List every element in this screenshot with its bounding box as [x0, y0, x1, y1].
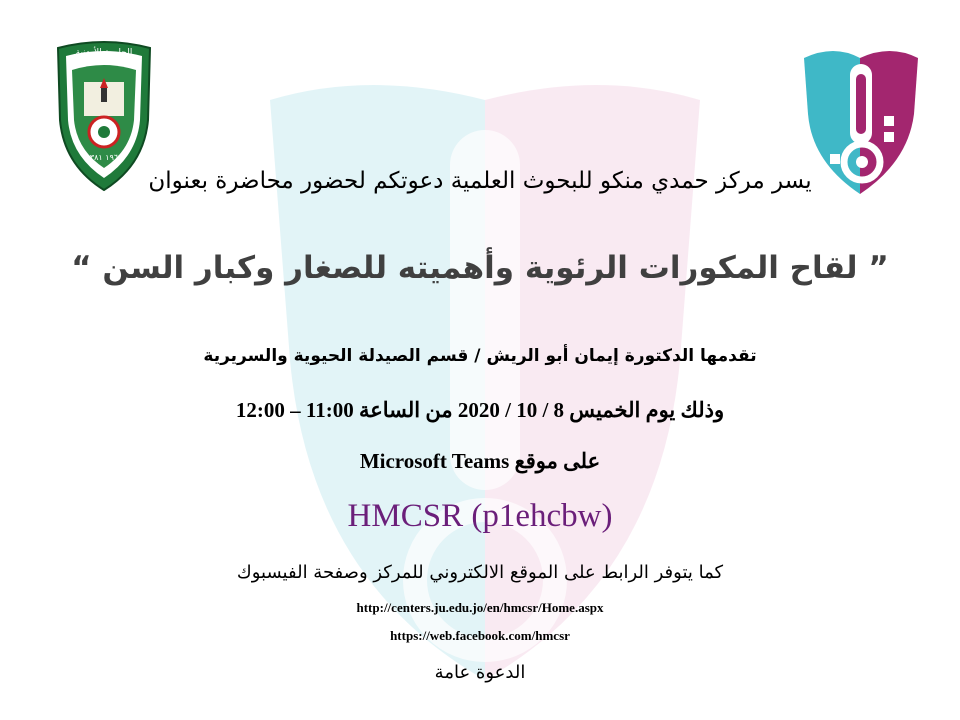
presenter-line: تقدمها الدكتورة إيمان أبو الريش / قسم الصيدلة الحيوية والسريرية	[203, 346, 757, 366]
link-note: كما يتوفر الرابط على الموقع الالكتروني للمركز وصفحة الفيسبوك	[236, 562, 724, 583]
meeting-code: HMCSR (p1ehcbw)	[347, 498, 613, 534]
platform-line: على موقع Microsoft Teams	[359, 449, 601, 473]
emblem-watermark-icon	[250, 60, 720, 720]
website-url-row	[0, 600, 960, 616]
date-time-line: وذلك يوم الخميس 8 / 10 / 2020 من الساعة 11:00 – 12:00	[235, 398, 725, 422]
facebook-url-row	[0, 628, 960, 644]
intro-text: يسر مركز حمدي منكو للبحوث العلمية دعوتكم لحضور محاضرة بعنوان	[148, 168, 812, 194]
closing-text: الدعوة عامة	[434, 662, 526, 683]
crest-bottom-text: ١٩٦٢ ١٣٨١	[85, 153, 123, 162]
crest-top-text: الجامعة الأردنية	[75, 48, 133, 58]
facebook-link[interactable]: https://web.facebook.com/hmcsr	[390, 628, 570, 643]
lecture-title: ” لقاح المكورات الرئوية وأهميته للصغار وكبار السن “	[71, 250, 889, 286]
website-link[interactable]: http://centers.ju.edu.jo/en/hmcsr/Home.aspx	[356, 600, 604, 615]
